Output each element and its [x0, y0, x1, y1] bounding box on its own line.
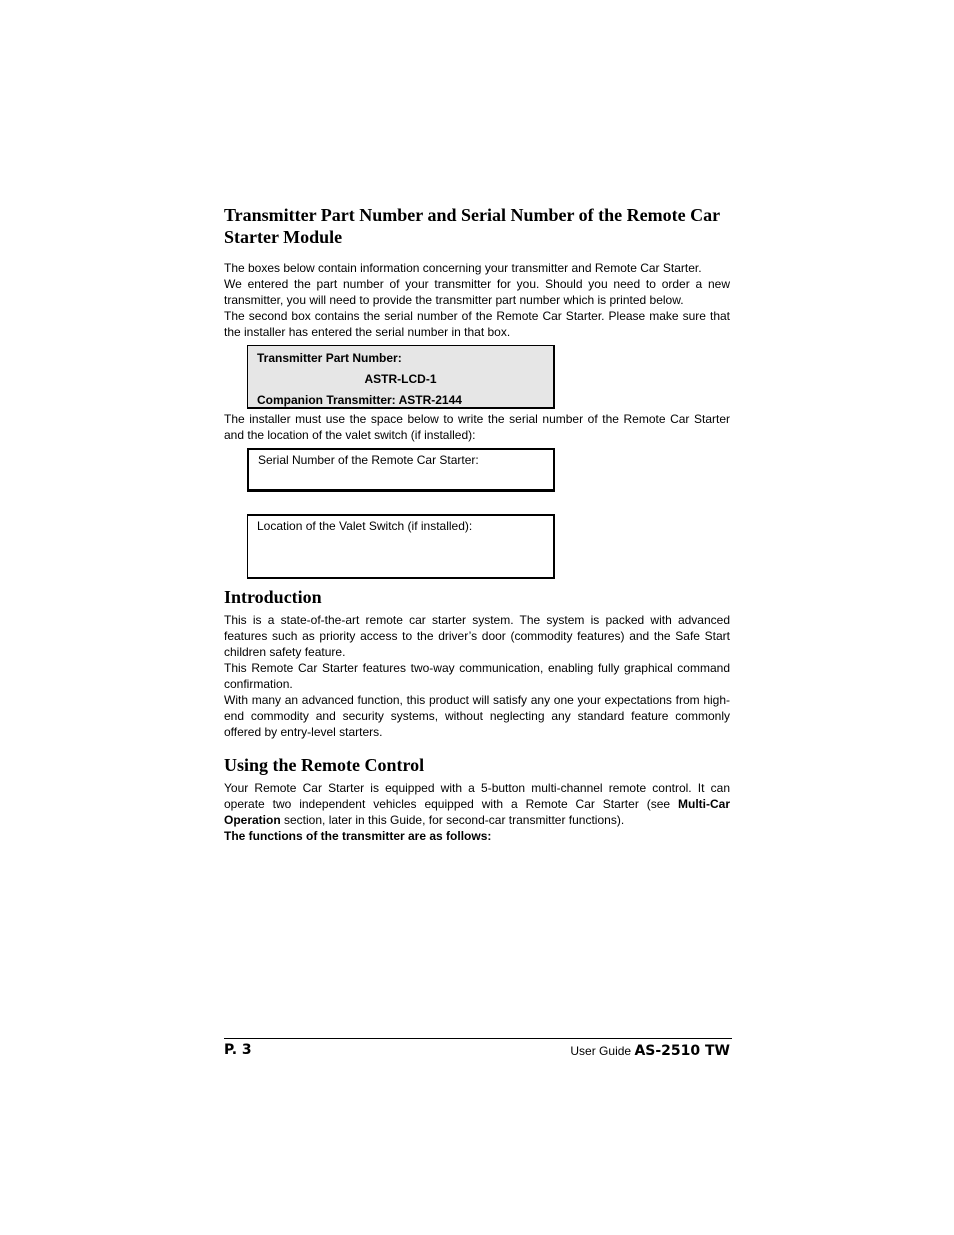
paragraph: The boxes below contain information concerning your transmitter and Remote Car Starter. — [224, 261, 702, 275]
section-title-introduction: Introduction — [224, 587, 322, 607]
valet-switch-label: Location of the Valet Switch (if installed): — [257, 519, 473, 533]
multi-car-operation-ref: Multi-Car Operation — [224, 797, 730, 827]
companion-transmitter: Companion Transmitter: ASTR-2144 — [257, 393, 462, 407]
paragraph: We entered the part number of your transmitter for you. Should you need to order a new transmitter, you will need to provide the transmitter part number which is printed below. — [224, 277, 730, 307]
serial-number-label: Serial Number of the Remote Car Starter: — [258, 453, 479, 467]
section-title-transmitter: Transmitter Part Number and Serial Number of the Remote Car Starter Module — [224, 205, 720, 247]
paragraph: The second box contains the serial number of the Remote Car Starter. Please make sure that the installer has entered the serial number in that box. — [224, 309, 730, 339]
part-number-value: ASTR-LCD-1 — [364, 372, 437, 386]
paragraph: With many an advanced function, this product will satisfy any one your expectations from high-end commodity and security systems, without neglecting any standard feature commonly offered by entry-level starters. — [224, 693, 730, 739]
part-number-label: Transmitter Part Number: — [257, 351, 402, 365]
footer-guide-label: User Guide — [570, 1044, 632, 1058]
paragraph: The installer must use the space below to write the serial number of the Remote Car Starter and the location of the valet switch (if installed): — [224, 412, 730, 442]
page-number: P. 3 — [224, 1042, 252, 1058]
footer-guide — [570, 1043, 730, 1059]
part-number-box — [247, 345, 555, 409]
paragraph: This Remote Car Starter features two-way communication, enabling fully graphical command confirmation. — [224, 661, 730, 691]
paragraph: This is a state-of-the-art remote car starter system. The system is packed with advanced features such as priority access to the driver’s door (commodity features) and the Safe Start children safety feature. — [224, 613, 730, 659]
page-content — [224, 204, 730, 844]
paragraph: Your Remote Car Starter is equipped with a 5-button multi-channel remote control. It can operate two independent vehicles equipped with a Remote Car Starter (see Multi-Car Operation section, later in this Guide, for second-car transmitter functions). — [224, 781, 730, 827]
footer-rule — [224, 1038, 732, 1039]
valet-switch-box — [247, 514, 555, 579]
footer-model: AS-2510 TW — [634, 1043, 730, 1059]
paragraph-bold: The functions of the transmitter are as follows: — [224, 829, 492, 843]
section-title-remote: Using the Remote Control — [224, 755, 425, 775]
serial-number-box — [247, 448, 555, 492]
